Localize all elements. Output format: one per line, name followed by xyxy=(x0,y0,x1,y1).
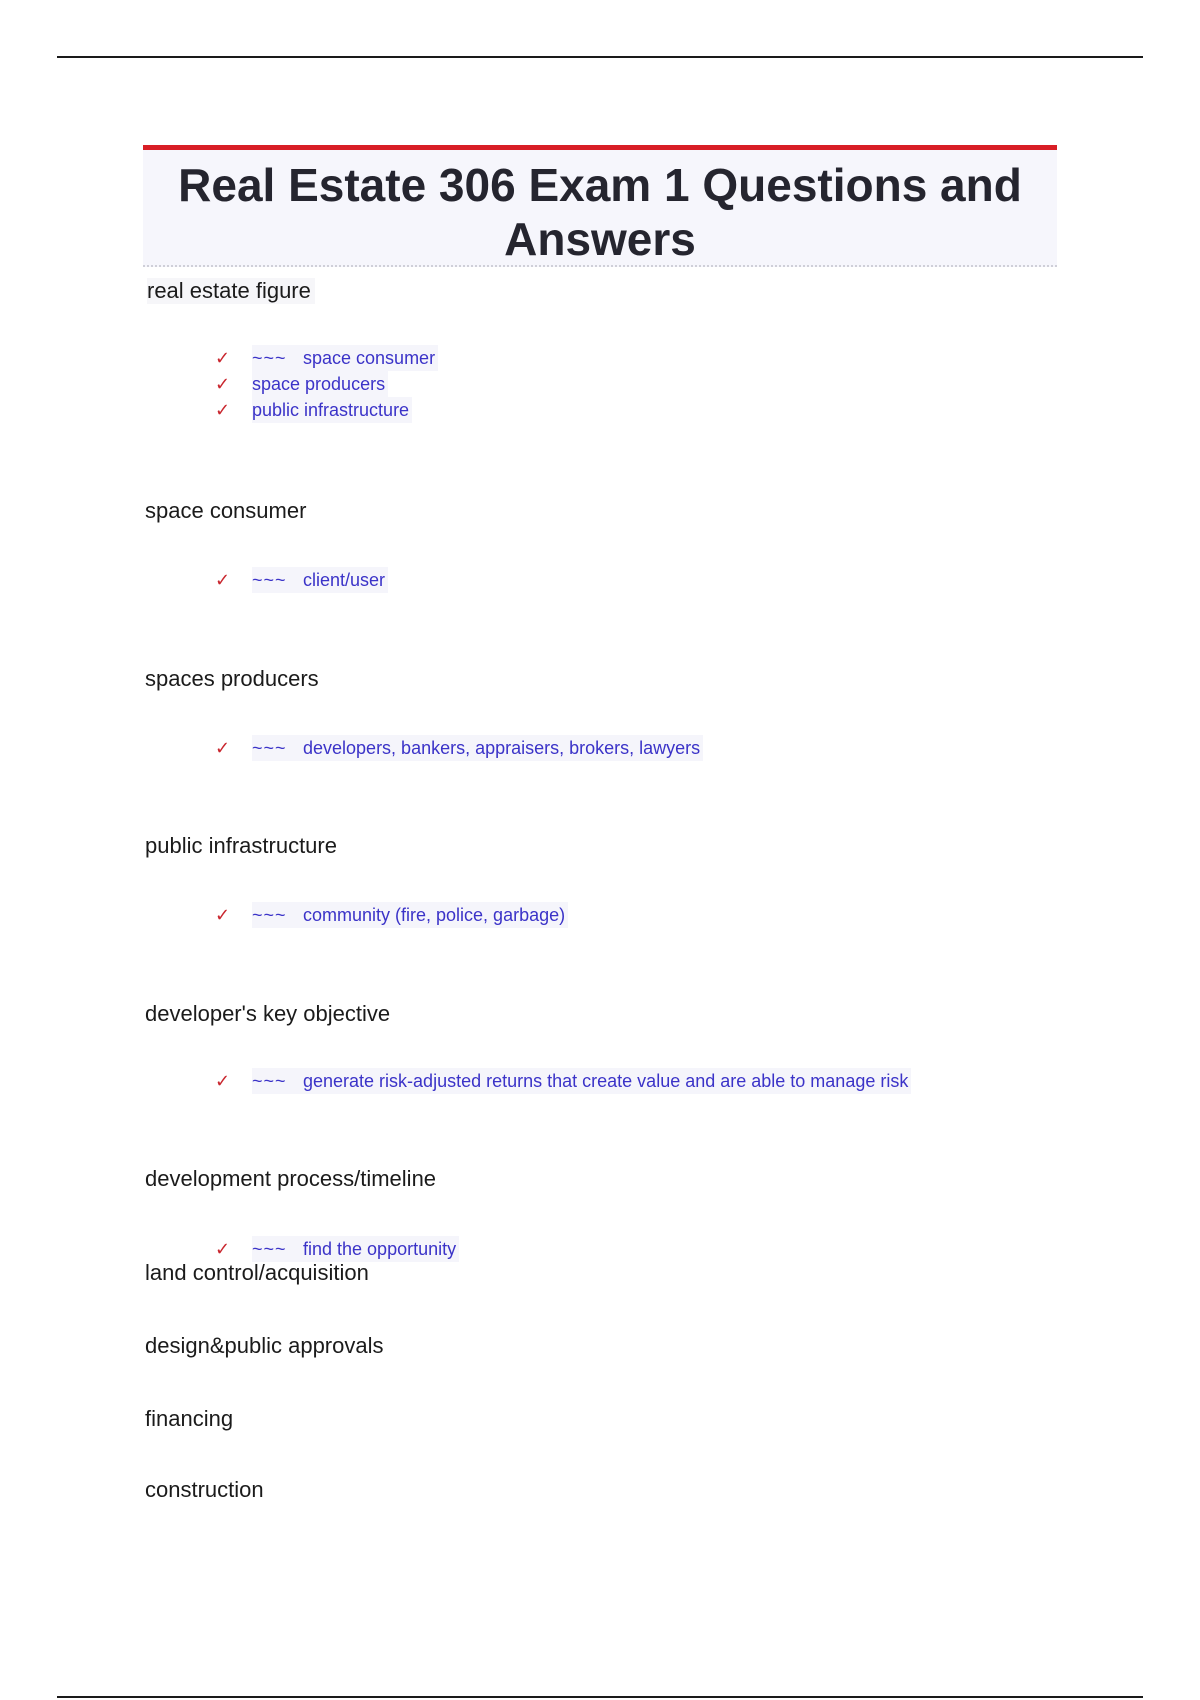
answer-marker: ~~~ xyxy=(252,1071,287,1091)
answer-text: find the opportunity xyxy=(303,1239,457,1259)
checkmark-icon: ✓ xyxy=(215,738,231,758)
question-2: space consumer xyxy=(145,498,307,523)
checkmark-icon: ✓ xyxy=(215,905,231,925)
answer-marker: ~~~ xyxy=(252,1239,287,1259)
checkmark-icon: ✓ xyxy=(215,1239,231,1259)
checkmark-icon: ✓ xyxy=(215,1071,231,1091)
page-top-rule xyxy=(57,56,1143,58)
title-banner xyxy=(143,145,1057,267)
question-1: real estate figure xyxy=(147,278,315,304)
document-title: Real Estate 306 Exam 1 Questions and Answers xyxy=(178,159,1022,265)
page-bottom-rule xyxy=(57,1696,1143,1698)
question-3: spaces producers xyxy=(145,666,319,691)
question-4: public infrastructure xyxy=(145,833,337,858)
question-5: developer's key objective xyxy=(145,1001,391,1026)
answer-marker: ~~~ xyxy=(252,738,287,758)
answer-text: space consumer xyxy=(303,348,436,368)
process-step-line: financing xyxy=(145,1406,234,1431)
checkmark-icon: ✓ xyxy=(215,570,231,590)
answer-text: space producers xyxy=(252,371,388,397)
process-step-line: construction xyxy=(145,1477,264,1502)
process-step-line: land control/acquisition xyxy=(145,1260,369,1285)
answer-marker: ~~~ xyxy=(252,905,287,925)
checkmark-icon: ✓ xyxy=(215,400,231,420)
answer-text: generate risk-adjusted returns that create value and are able to manage risk xyxy=(303,1071,909,1091)
question-6: development process/timeline xyxy=(145,1166,437,1191)
answer-marker: ~~~ xyxy=(252,348,287,368)
answer-text: community (fire, police, garbage) xyxy=(303,905,566,925)
answer-text: client/user xyxy=(303,570,386,590)
answer-text: public infrastructure xyxy=(252,397,412,423)
answer-marker: ~~~ xyxy=(252,570,287,590)
answer-text: developers, bankers, appraisers, brokers, lawyers xyxy=(303,738,701,758)
process-step-line: design&public approvals xyxy=(145,1333,384,1358)
checkmark-icon: ✓ xyxy=(215,374,231,394)
checkmark-icon: ✓ xyxy=(215,348,231,368)
